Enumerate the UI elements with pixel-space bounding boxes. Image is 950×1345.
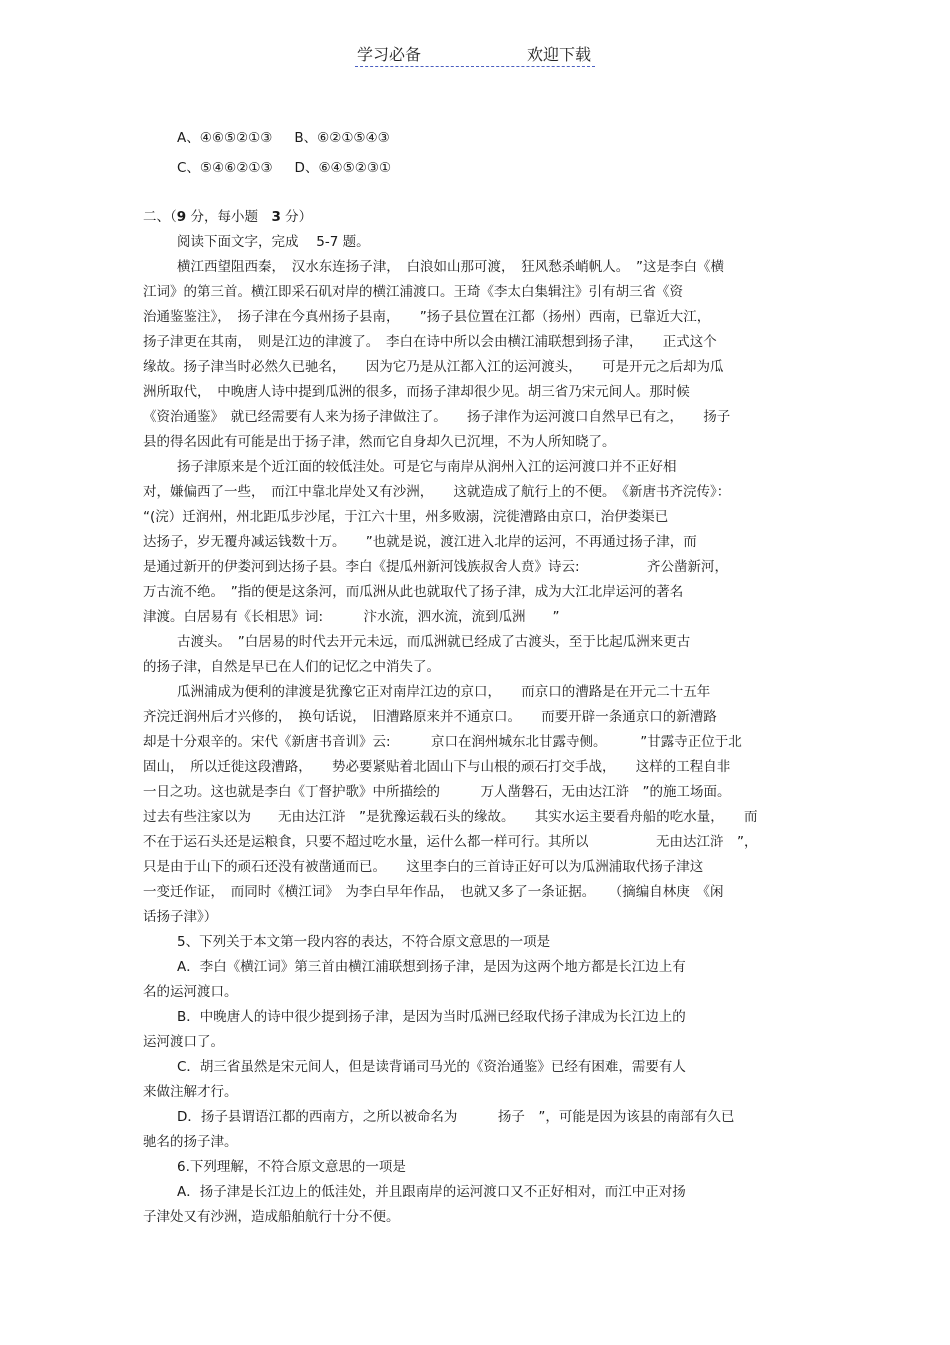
option-d: D、⑥④⑤②③①	[294, 160, 392, 176]
question-5-option-d: D．扬子县谓语江都的西南方，之所以被命名为 扬子 ”，可能是因为该县的南部有久已	[177, 1109, 735, 1125]
section-score: 9	[176, 209, 187, 225]
section-title-mid: 分，每小题	[190, 209, 258, 225]
header-left-text: 学习必备	[357, 45, 422, 64]
passage-line: 不在于运石头还是运粮食，只要不超过吃水量，运什么都一样可行。其所以 无由达江浒 ”，	[143, 834, 758, 850]
passage-line: 缘故。扬子津当时必然久已驰名， 因为它乃是从江都入江的运河渡头， 可是开元之后却为瓜	[143, 359, 724, 375]
passage-line: 津渡。白居易有《长相思》词: 汴水流，泗水流，流到瓜洲 ”	[143, 609, 560, 625]
page-header	[355, 40, 595, 67]
question-5-option-a: A．李白《横江词》第三首由横江浦联想到扬子津，是因为这两个地方都是长江边上有	[177, 959, 686, 975]
header-right-text: 欢迎下载	[526, 45, 591, 64]
passage-line: 古渡头。 ”白居易的时代去开元未远，而瓜洲就已经成了古渡头，至于比起瓜洲来更古	[177, 634, 691, 650]
passage-line: 固山， 所以迁徙这段漕路， 势必要紧贴着北固山下与山根的顽石打交手战， 这样的工程自非	[143, 759, 731, 775]
passage-line: 齐浣迁润州后才兴修的， 换句话说， 旧漕路原来并不通京口。 而要开辟一条通京口的新漕路	[143, 709, 717, 725]
option-c: C、⑤④⑥②①③	[177, 160, 273, 176]
passage-line: 扬子津更在其南， 则是江边的津渡了。 李白在诗中所以会由横江浦联想到扬子津， 正式这个	[143, 334, 717, 350]
passage-line: 横江西望阻西秦， 汉水东连扬子津， 白浪如山那可渡， 狂风愁杀峭帆人。 ”这是李白《横	[177, 259, 724, 275]
passage-line: 瓜洲浦成为便利的津渡是犹豫它正对南岸江边的京口， 而京口的漕路是在开元二十五年	[177, 684, 711, 700]
section-title-suffix: 分）	[285, 209, 313, 225]
section-heading	[143, 205, 813, 230]
question-5-option-b: B．中晚唐人的诗中很少提到扬子津，是因为当时瓜洲已经取代扬子津成为长江边上的	[177, 1009, 686, 1025]
question-5-option-a-cont: 名的运河渡口。	[143, 984, 238, 1000]
passage-line: 治通鉴鉴注》， 扬子津在今真州扬子县南， ”扬子县位置在江都（扬州）西南，已靠近大江，	[143, 309, 711, 325]
question-5-stem: 5、下列关于本文第一段内容的表达，不符合原文意思的一项是	[177, 934, 551, 950]
question-5-option-d-cont: 驰名的扬子津。	[143, 1134, 238, 1150]
passage-line: 过去有些注家以为 无由达江浒 ”是犹豫运载石头的缘故。 其实水运主要看舟船的吃水量， 而	[143, 809, 758, 825]
passage-line: 却是十分艰辛的。宋代《新唐书音训》云: 京口在润州城东北甘露寺侧。 ”甘露寺正位于北	[143, 734, 742, 750]
previous-question-options-row-1	[143, 126, 813, 151]
question-6-option-a-cont: 子津处又有沙洲，造成船舶航行十分不便。	[143, 1209, 400, 1225]
passage-line: 江词》的第三首。横江即采石矶对岸的横江浦渡口。王琦《李太白集辑注》引有胡三省《资	[143, 284, 683, 300]
section-instruction: 阅读下面文字，完成 5-7 题。	[177, 234, 370, 250]
passage-line: 扬子津原来是个近江面的较低洼处。可是它与南岸从润州入江的运河渡口并不正好相	[177, 459, 677, 475]
passage-line: 《资治通鉴》 就已经需要有人来为扬子津做注了。 扬子津作为运河渡口自然早已有之， 扬子	[143, 409, 731, 425]
passage-line: 县的得名因此有可能是出于扬子津，然而它自身却久已沉埋，不为人所知晓了。	[143, 434, 616, 450]
passage-line: 对，嫌偏西了一些， 而江中靠北岸处又有沙洲， 这就造成了航行上的不便。 《新唐书齐浣传》：	[143, 484, 731, 500]
document-body	[143, 126, 813, 1230]
passage-line: 一变迁作证， 而同时《横江词》 为李白早年作品， 也就又多了一条证据。 （摘编自林庚 《闲	[143, 884, 724, 900]
passage-line: “(浣）迁润州，州北距瓜步沙尾，于江六十里，州多败溺，浣徙漕路由京口，治伊娄渠已	[143, 509, 669, 525]
option-b: B、⑥②①⑤④③	[294, 130, 390, 146]
question-5-option-c-cont: 来做注解才行。	[143, 1084, 238, 1100]
passage-line: 万古流不绝。 ”指的便是这条河，而瓜洲从此也就取代了扬子津，成为大江北岸运河的著名	[143, 584, 684, 600]
passage-line: 只是由于山下的顽石还没有被凿通而已。 这里李白的三首诗正好可以为瓜洲浦取代扬子津这	[143, 859, 704, 875]
option-a: A、④⑥⑤②①③	[177, 130, 273, 146]
passage-line: 达扬子，岁无覆舟减运钱数十万。 ”也就是说，渡江进入北岸的运河，不再通过扬子津，而	[143, 534, 697, 550]
passage-line: 话扬子津》）	[143, 909, 218, 925]
question-5-option-b-cont: 运河渡口了。	[143, 1034, 224, 1050]
question-5-option-c: C．胡三省虽然是宋元间人，但是读背诵司马光的《资治通鉴》已经有困难，需要有人	[177, 1059, 686, 1075]
previous-question-options-row-2	[143, 156, 813, 181]
passage-line: 洲所取代， 中晚唐人诗中提到瓜洲的很多，而扬子津却很少见。胡三省乃宋元间人。那时候	[143, 384, 690, 400]
section-title-prefix: 二、（	[143, 209, 177, 225]
question-6-option-a: A．扬子津是长江边上的低洼处，并且跟南岸的运河渡口又不正好相对，而江中正对扬	[177, 1184, 686, 1200]
section-per-question-score: 3	[271, 209, 281, 225]
passage-line: 是通过新开的伊娄河到达扬子县。李白《提瓜州新河饯族叔舍人贲》诗云: 齐公凿新河，	[143, 559, 729, 575]
passage-line: 的扬子津，自然是早已在人们的记忆之中消失了。	[143, 659, 440, 675]
question-6-stem: 6.下列理解，不符合原文意思的一项是	[177, 1159, 406, 1175]
passage-line: 一日之功。这也就是李白《丁督护歌》中所描绘的 万人凿磐石，无由达江浒 ”的施工场面。	[143, 784, 731, 800]
